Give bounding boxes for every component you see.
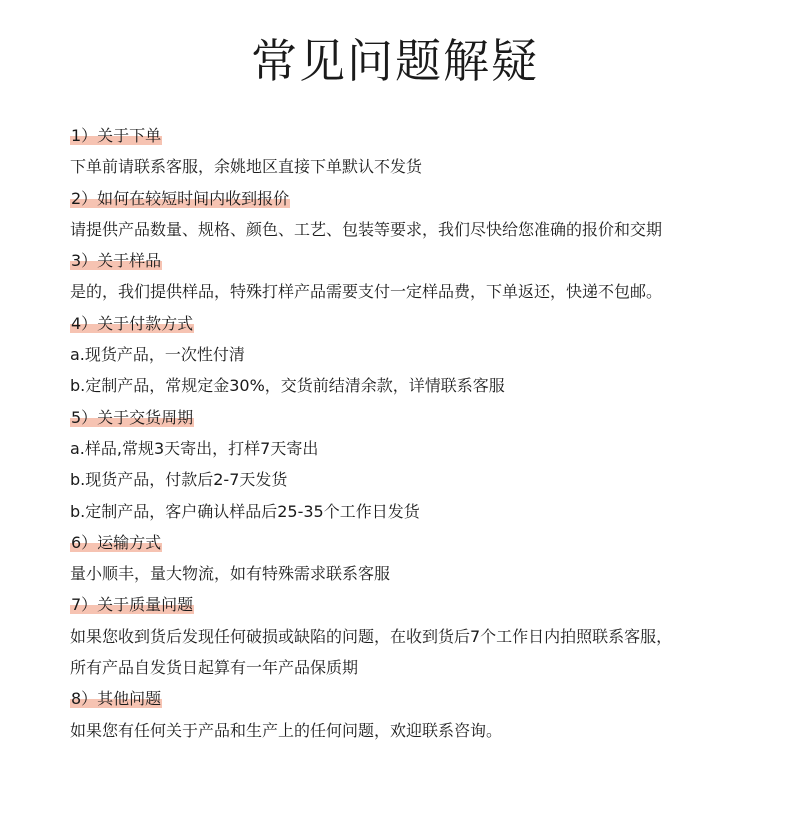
answer-line: 所有产品自发货日起算有一年产品保质期 — [70, 658, 359, 678]
answer-line: 请提供产品数量、规格、颜色、工艺、包装等要求，我们尽快给您准确的报价和交期 — [70, 219, 663, 239]
answer-line: 量小顺丰，量大物流，如有特殊需求联系客服 — [70, 564, 391, 584]
faq-content — [70, 120, 770, 746]
heading-highlight: 8）其他问题 — [71, 689, 162, 709]
heading-highlight: 3）关于样品 — [71, 251, 162, 271]
section-heading-order — [70, 120, 770, 151]
heading-highlight: 4）关于付款方式 — [71, 313, 194, 333]
section-heading-other — [70, 683, 770, 714]
section-heading-quote — [70, 183, 770, 214]
section-heading-samples — [70, 245, 770, 276]
heading-highlight: 2）如何在较短时间内收到报价 — [71, 188, 290, 208]
section-heading-shipping — [70, 527, 770, 558]
section-heading-delivery — [70, 402, 770, 433]
answer-line: 如果您收到货后发现任何破损或缺陷的问题，在收到货后7个工作日内拍照联系客服， — [70, 626, 673, 646]
heading-highlight: 6）运输方式 — [71, 532, 162, 552]
answer-line: b.定制产品，客户确认样品后25-35个工作日发货 — [70, 501, 420, 521]
heading-highlight: 7）关于质量问题 — [71, 595, 194, 615]
heading-highlight: 1）关于下单 — [71, 126, 162, 145]
answer-line: b.现货产品，付款后2-7天发货 — [70, 470, 288, 490]
section-heading-payment — [70, 308, 770, 339]
answer-line: 下单前请联系客服，余姚地区直接下单默认不发货 — [70, 157, 423, 177]
page-title: 常见问题解疑 — [251, 34, 539, 88]
answer-line: 如果您有任何关于产品和生产上的任何问题，欢迎联系咨询。 — [70, 720, 503, 740]
answer-line: b.定制产品，常规定金30%，交货前结清余款，详情联系客服 — [70, 376, 505, 396]
answer-line: a.样品,常规3天寄出，打样7天寄出 — [70, 438, 319, 458]
answer-line: 是的，我们提供样品，特殊打样产品需要支付一定样品费，下单返还，快递不包邮。 — [70, 282, 663, 302]
section-heading-quality — [70, 589, 770, 620]
answer-line: a.现货产品，一次性付清 — [70, 345, 245, 365]
heading-highlight: 5）关于交货周期 — [71, 407, 194, 427]
